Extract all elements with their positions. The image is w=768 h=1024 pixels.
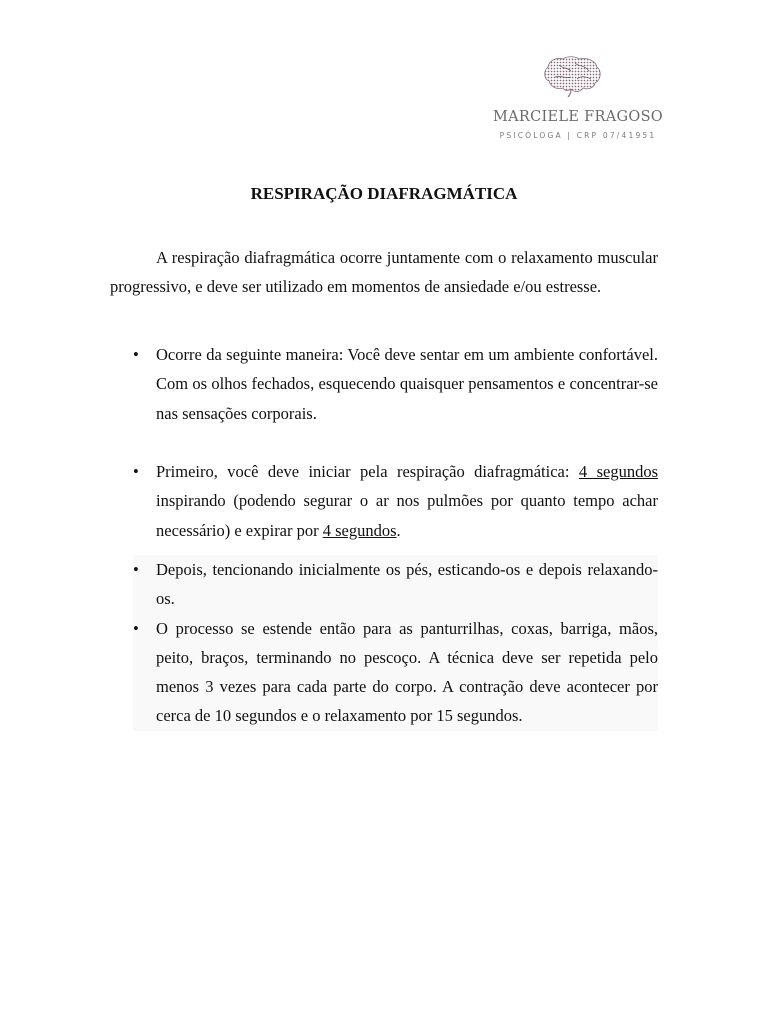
bullet-icon: • — [133, 618, 139, 638]
list-item — [133, 614, 658, 731]
duration-exhale: 4 segundos — [322, 520, 397, 540]
instruction-list — [133, 340, 658, 428]
brand-name: MARCIELE FRAGOSO — [492, 109, 663, 125]
list-item — [133, 457, 658, 545]
list-item-text: Primeiro, você deve iniciar pela respiração diafragmática: — [156, 462, 579, 481]
bullet-icon: • — [133, 345, 139, 364]
brand-logo — [480, 52, 676, 148]
bullet-icon: • — [133, 462, 139, 481]
instruction-list — [133, 457, 658, 545]
brand-subtitle: PSICÓLOGA | CRP 07/41951 — [499, 131, 657, 140]
list-item — [133, 555, 658, 614]
list-item-text: O processo se estende então para as panturrilhas, coxas, barriga, mãos, peito, braços, terminando no pescoço. A técnica deve ser repetida pelo menos 3 vezes para cada parte do corpo. A contração deve acontecer por cerca de 10 segundos e o relaxamento por 15 segundos. — [156, 618, 658, 726]
list-item-text: Depois, tencionando inicialmente os pés, esticando-os e depois relaxando-os. — [156, 560, 658, 609]
brain-icon — [541, 55, 603, 97]
list-item-text: inspirando (podendo segurar o ar nos pulmões por quanto tempo achar necessário) e expirar por — [156, 491, 658, 540]
list-item-text: Ocorre da seguinte maneira: Você deve sentar em um ambiente confortável. Com os olhos fechados, esquecendo quaisquer pensamentos e concentrar-se nas sensações corporais. — [156, 345, 658, 423]
bullet-icon: • — [133, 560, 139, 579]
intro-paragraph: A respiração diafragmática ocorre juntamente com o relaxamento muscular progressivo, e deve ser utilizado em momentos de ansiedade e/ou estresse. — [110, 248, 658, 297]
document-title: RESPIRAÇÃO DIAFRAGMÁTICA — [250, 184, 518, 203]
duration-inhale: 4 segundos — [578, 462, 658, 481]
list-item-text: . — [396, 520, 401, 540]
instruction-list — [133, 555, 658, 731]
list-item — [133, 340, 658, 428]
